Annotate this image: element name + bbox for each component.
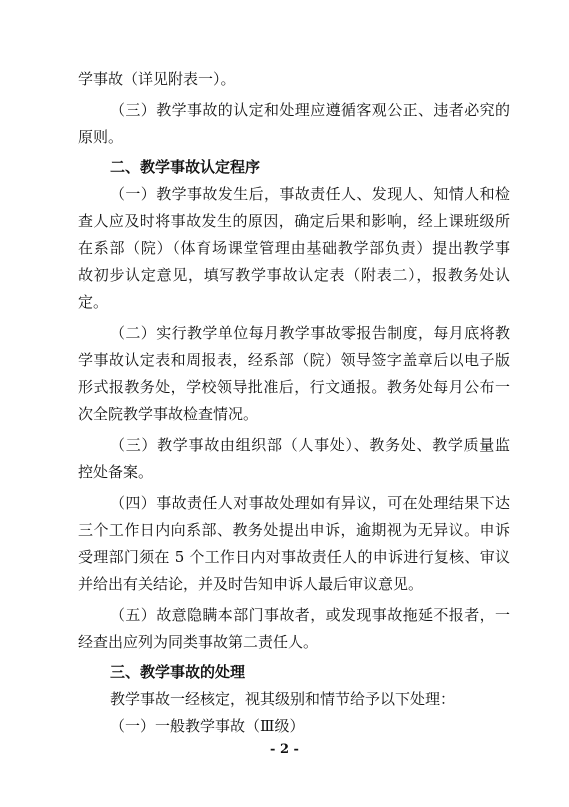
paragraph-line: （三）教学事故由组织部（人事处）、教务处、教学质量监 bbox=[110, 436, 510, 454]
paragraph-line: 学事故（详见附表一）。 bbox=[78, 70, 236, 88]
paragraph-line: 定。 bbox=[78, 293, 109, 311]
subsection-heading: （一）一般教学事故（Ⅲ级） bbox=[110, 717, 305, 735]
paragraph-line: 形式报教务处，学校领导批准后，行文通报。教务处每月公布一 bbox=[78, 378, 510, 396]
section-heading: 三、教学事故的处理 bbox=[110, 663, 246, 681]
paragraph-line: 控处备案。 bbox=[78, 463, 154, 481]
paragraph-line: 并给出有关结论，并及时告知申诉人最后审议意见。 bbox=[78, 575, 424, 593]
paragraph-line: 学事故认定表和周报表，经系部（院）领导签字盖章后以电子版 bbox=[78, 351, 510, 369]
paragraph-line: 三个工作日内向系部、教务处提出申诉，逾期视为无异议。申诉 bbox=[78, 521, 510, 539]
paragraph-line: 原则。 bbox=[78, 128, 124, 146]
paragraph-line: 次全院教学事故检查情况。 bbox=[78, 405, 259, 423]
paragraph-line: 教学事故一经核定，视其级别和情节给予以下处理： bbox=[110, 690, 456, 708]
section-heading: 二、教学事故认定程序 bbox=[110, 158, 261, 176]
paragraph-line: 受理部门须在 5 个工作日内对事故责任人的申诉进行复核、审议 bbox=[78, 548, 510, 566]
paragraph-line: （四）事故责任人对事故处理如有异议，可在处理结果下达 bbox=[110, 494, 510, 512]
paragraph-line: 经查出应列为同类事故第二责任人。 bbox=[78, 633, 319, 651]
paragraph-line: 查人应及时将事故发生的原因，确定后果和影响，经上课班级所 bbox=[78, 212, 510, 230]
paragraph-line: 故初步认定意见，填写教学事故认定表（附表二），报教务处认 bbox=[78, 266, 510, 284]
paragraph-line: 在系部（院）（体育场课堂管理由基础教学部负责）提出教学事 bbox=[78, 239, 510, 257]
paragraph-line: （五）故意隐瞒本部门事故者，或发现事故拖延不报者，一 bbox=[110, 606, 510, 624]
paragraph-line: （三）教学事故的认定和处理应遵循客观公正、违者必究的 bbox=[110, 101, 510, 119]
paragraph-line: （一）教学事故发生后，事故责任人、发现人、知情人和检 bbox=[110, 185, 510, 203]
page-number: - 2 - bbox=[270, 742, 299, 757]
paragraph-line: （二）实行教学单位每月教学事故零报告制度，每月底将教 bbox=[110, 324, 510, 342]
